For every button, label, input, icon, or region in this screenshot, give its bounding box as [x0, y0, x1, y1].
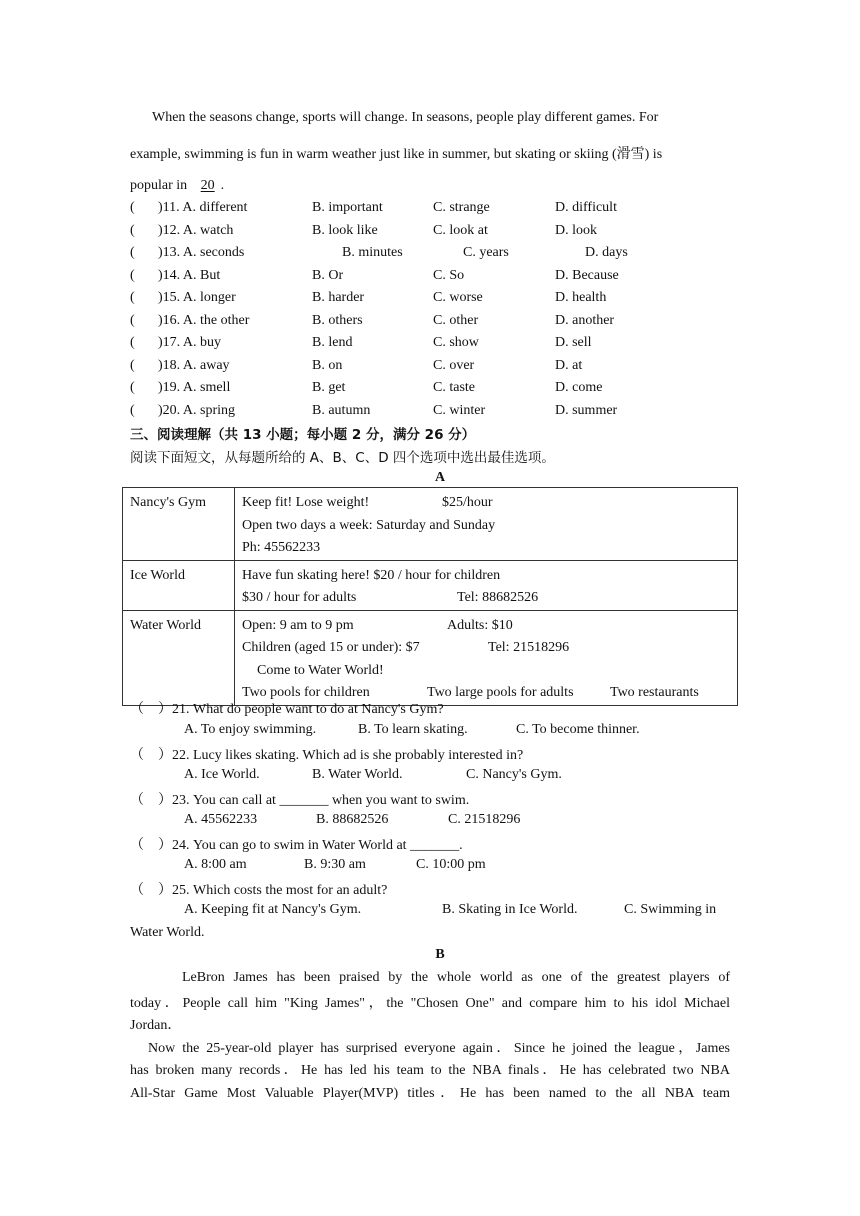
ad-line: [242, 492, 730, 515]
option-c: C. look at: [433, 222, 488, 238]
answer-bracket: (: [130, 312, 135, 328]
cloze-question-row: [130, 335, 750, 355]
option-d: D. sell: [555, 335, 592, 350]
question-number-option-a: )15. A. longer: [158, 290, 236, 305]
ad-text: Have fun skating here! $20 / hour for children: [242, 567, 501, 583]
question-23-option-c: C. 21518296: [448, 812, 521, 827]
cloze-line-prefix: popular in: [130, 178, 191, 193]
ad-row-water-world: [123, 610, 738, 705]
option-c: C. winter: [433, 402, 486, 418]
section-3-instruction: 阅读下面短文，从每题所给的 A、B、C、D 四个选项中选出最佳选项。: [130, 450, 555, 466]
question-number-option-a: )14. A. But: [158, 267, 221, 283]
question-23-option-a: A. 45562233: [184, 812, 258, 827]
ad-line: [242, 660, 730, 683]
question-25-continuation: Water World.: [130, 925, 205, 940]
question-number-option-a: )11. A. different: [158, 200, 248, 215]
ad-details-cell: [235, 560, 738, 610]
ad-name-cell: Water World: [123, 610, 235, 705]
question-21-option-b: B. To learn skating.: [358, 722, 468, 737]
ad-name-cell: Nancy's Gym: [123, 488, 235, 561]
ad-line: [242, 615, 730, 638]
option-b: B. Or: [312, 267, 344, 283]
option-c: C. strange: [433, 200, 490, 215]
cloze-question-row: [130, 268, 750, 288]
question-22-option-c: C. Nancy's Gym.: [466, 767, 562, 782]
cloze-blank-20: 20: [200, 178, 215, 193]
option-b: B. look like: [312, 222, 378, 238]
passage-b-line-3: Jordan．: [130, 1018, 182, 1033]
question-24-option-c: C. 10:00 pm: [416, 857, 486, 872]
option-b: B. harder: [312, 290, 365, 305]
cloze-line-suffix: .: [220, 178, 225, 193]
option-d: D. health: [555, 290, 607, 305]
cloze-question-row: [130, 223, 750, 243]
option-b: B. others: [312, 312, 363, 328]
question-25-option-b: B. Skating in Ice World.: [442, 902, 578, 917]
section-3-title: 三、阅读理解（共 13 小题；每小题 2 分，满分 26 分）: [130, 427, 476, 443]
cloze-question-row: [130, 245, 750, 265]
option-b: B. get: [312, 380, 346, 395]
ad-line: [242, 637, 730, 660]
cloze-question-row: [130, 358, 750, 378]
question-number-option-a: )13. A. seconds: [158, 245, 245, 260]
option-d: D. summer: [555, 402, 618, 418]
option-c: C. over: [433, 357, 475, 373]
cloze-paragraph-line-2: example, swimming is fun in warm weather just like in summer, but skating or skiing (滑雪) is: [130, 147, 663, 162]
passage-b-line-1: LeBron James has been praised by the whole world as one of the greatest players of: [182, 970, 730, 985]
ad-feature: Two pools for children: [242, 685, 370, 700]
ad-phone: Tel: 21518296: [488, 640, 570, 655]
question-23-option-b: B. 88682526: [316, 812, 389, 827]
answer-bracket: (: [130, 402, 135, 418]
option-b: B. on: [312, 357, 343, 373]
ad-details-cell: [235, 610, 738, 705]
ad-phone: Ph: 45562233: [242, 540, 321, 555]
option-b: B. lend: [312, 335, 353, 350]
ad-line: [242, 565, 730, 588]
answer-bracket: (: [130, 335, 135, 350]
ad-text: Keep fit! Lose weight!: [242, 495, 370, 510]
question-25-option-c: C. Swimming in: [624, 902, 717, 917]
question-number-option-a: )17. A. buy: [158, 335, 221, 350]
question-22-option-b: B. Water World.: [312, 767, 403, 782]
cloze-paragraph-line-1: When the seasons change, sports will change. In seasons, people play different games. For: [152, 110, 659, 125]
question-24-stem: （ ）24. You can go to swim in Water World at _______.: [130, 838, 463, 853]
ad-row-nancys-gym: [123, 488, 738, 561]
ad-line: [242, 515, 730, 538]
ads-table: [122, 487, 738, 706]
answer-bracket: (: [130, 380, 135, 395]
ad-text: Open two days a week: Saturday and Sunday: [242, 517, 496, 533]
option-c: C. taste: [433, 380, 475, 395]
question-25-option-a: A. Keeping fit at Nancy's Gym.: [184, 902, 362, 917]
answer-bracket: (: [130, 267, 135, 283]
passage-b-line-6: All-Star Game Most Valuable Player(MVP) titles．He has been named to the all NBA team: [130, 1086, 730, 1101]
cloze-question-row: [130, 200, 750, 220]
question-number-option-a: )18. A. away: [158, 357, 230, 373]
option-b: B. minutes: [342, 245, 403, 260]
ad-feature: Two restaurants: [610, 685, 699, 700]
ad-hours: Open: 9 am to 9 pm: [242, 617, 354, 633]
answer-bracket: (: [130, 200, 135, 215]
option-d: D. another: [555, 312, 615, 328]
option-d: D. at: [555, 357, 583, 373]
question-21-option-c: C. To become thinner.: [516, 722, 640, 737]
option-c: C. other: [433, 312, 479, 328]
ad-name-cell: Ice World: [123, 560, 235, 610]
cloze-question-row: [130, 403, 750, 423]
question-number-option-a: )19. A. smell: [158, 380, 231, 395]
ad-row-ice-world: [123, 560, 738, 610]
question-number-option-a: )20. A. spring: [158, 402, 235, 418]
option-d: D. days: [585, 245, 628, 260]
question-24-option-a: A. 8:00 am: [184, 857, 247, 872]
ad-price: Children (aged 15 or under): $7: [242, 640, 420, 655]
answer-bracket: (: [130, 245, 135, 260]
option-c: C. show: [433, 335, 479, 350]
ad-price: Adults: $10: [447, 617, 513, 633]
option-b: B. important: [312, 200, 383, 215]
ad-details-cell: [235, 488, 738, 561]
question-21-stem: （ ）21. What do people want to do at Nancy's Gym?: [130, 702, 444, 717]
cloze-question-row: [130, 313, 750, 333]
ad-feature: Two large pools for adults: [427, 685, 574, 700]
question-22-stem: （ ）22. Lucy likes skating. Which ad is she probably interested in?: [130, 748, 524, 763]
ad-line: [242, 587, 730, 610]
question-24-option-b: B. 9:30 am: [304, 857, 366, 872]
answer-bracket: (: [130, 222, 135, 238]
option-d: D. come: [555, 380, 603, 395]
question-25-stem: （ ）25. Which costs the most for an adult?: [130, 883, 388, 898]
option-d: D. look: [555, 222, 597, 238]
ad-phone: Tel: 88682526: [457, 590, 539, 605]
option-c: C. So: [433, 267, 465, 283]
passage-b-line-5: has broken many records．He has led his team to the NBA finals．He has celebrated two NBA: [130, 1063, 730, 1078]
option-d: D. difficult: [555, 200, 617, 215]
answer-bracket: (: [130, 357, 135, 373]
ad-price: $25/hour: [442, 495, 493, 510]
question-23-stem: （ ）23. You can call at _______ when you want to swim.: [130, 793, 470, 808]
option-c: C. worse: [433, 290, 483, 305]
question-number-option-a: )12. A. watch: [158, 222, 234, 238]
passage-b-label: B: [435, 947, 445, 962]
question-22-option-a: A. Ice World.: [184, 767, 260, 782]
passage-a-label: A: [434, 470, 446, 485]
question-21-option-a: A. To enjoy swimming.: [184, 722, 317, 737]
option-c: C. years: [463, 245, 509, 260]
option-d: D. Because: [555, 267, 619, 283]
cloze-question-row: [130, 290, 750, 310]
passage-b-line-2: today．People call him "King James"，the "Chosen One" and compare him to his idol Michael: [130, 996, 730, 1011]
question-number-option-a: )16. A. the other: [158, 312, 250, 328]
ad-line: [242, 537, 730, 560]
passage-b-line-4: Now the 25-year-old player has surprised everyone again．Since he joined the league，James: [148, 1041, 730, 1056]
cloze-question-row: [130, 380, 750, 400]
ad-slogan: Come to Water World!: [257, 662, 384, 678]
cloze-paragraph-line-3: [130, 178, 730, 194]
ad-price: $30 / hour for adults: [242, 590, 357, 605]
answer-bracket: (: [130, 290, 135, 305]
option-b: B. autumn: [312, 402, 371, 418]
